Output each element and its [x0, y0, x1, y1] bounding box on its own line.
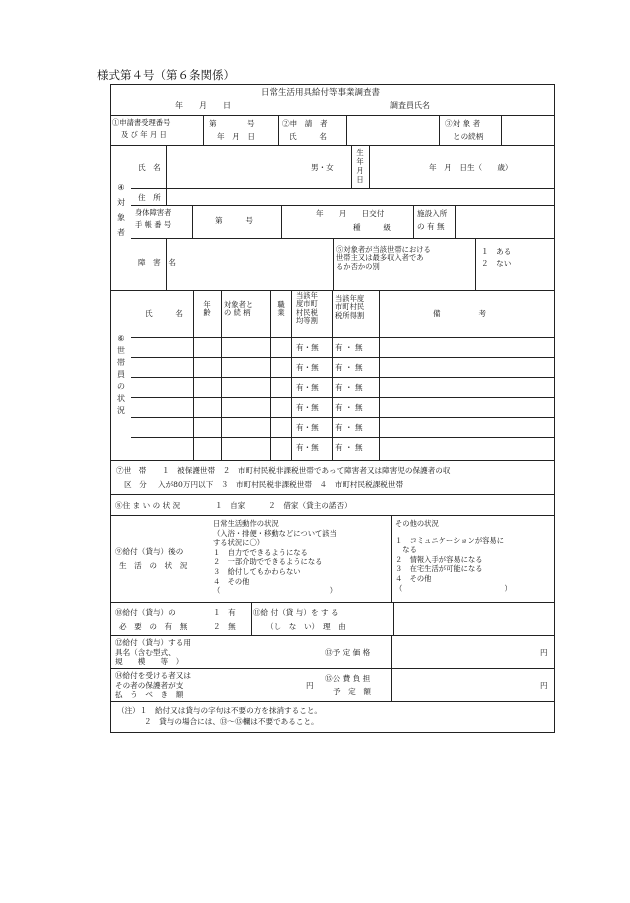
necessity-label-2: 必 要 の 有 無 — [119, 622, 188, 631]
living-label: ⑨給付（貸与）後の — [115, 547, 184, 556]
applicant-name-label: 氏 名 — [289, 132, 327, 141]
household-age-header: 年 齢 — [203, 300, 211, 318]
address-label: 住 所 — [138, 193, 161, 202]
survey-form — [110, 84, 555, 733]
household-tax1-value[interactable]: 有・無 — [296, 383, 319, 392]
household-note-header: 備 考 — [433, 309, 487, 318]
disability-book-label: 身体障害者 — [135, 208, 172, 217]
notes-section — [111, 702, 554, 732]
relation-label-2: との続柄 — [453, 132, 484, 141]
household-tax2-value[interactable]: 有 ・ 無 — [335, 363, 363, 372]
household-tax2-value[interactable]: 有 ・ 無 — [335, 383, 363, 392]
item-label: ⑫給付（貸与）する用 具名（含む型式、 規 模 等 ） — [115, 638, 191, 666]
household-side-label: ⑥ 世 帯 員 の 状 況 — [117, 334, 125, 415]
household-job-header: 職 業 — [277, 300, 285, 318]
subject-sex[interactable]: 男・女 — [311, 163, 334, 172]
household-tax1-value[interactable]: 有・無 — [296, 403, 319, 412]
living-section — [111, 516, 554, 603]
burden-yen[interactable]: 円 — [306, 681, 314, 690]
category-options-line-1[interactable]: １ 被保護世帯 ２ 市町村民税非課税世帯であって障害者又は障害児の保護者の収 — [162, 466, 451, 475]
daily-living-status[interactable]: 日常生活動作の状況 （入浴・排便・移動などについて該当 する状況に〇） １ 自力でできるようになる ２ 一部介助でできるようになる ３ 給付してもかわらない ４ その他 （ ） — [213, 519, 338, 596]
receipt-date-field[interactable]: 年 月 日 — [217, 132, 255, 141]
note-1: （注）１ 給付又は貸与の字句は不要の方を抹消すること。 — [117, 706, 323, 715]
category-section — [111, 461, 554, 495]
household-tax2-value[interactable]: 有 ・ 無 — [335, 423, 363, 432]
household-tax2-value[interactable]: 有 ・ 無 — [335, 443, 363, 452]
burden-label: ⑭給付を受ける者又は その者の保護者が支 払 う べ き 額 — [115, 671, 191, 699]
burden-section — [111, 669, 554, 702]
householder-question: ⑤対象者が当該世帯における 世帯主又は最多収入者であ るか否かの別 — [336, 245, 431, 271]
category-label: ⑦世 帯 — [116, 466, 147, 475]
necessity-no[interactable]: ２ 無 — [213, 622, 236, 631]
price-label: ⑬予 定 価 格 — [325, 648, 371, 657]
book-number-field[interactable]: 第 号 — [215, 216, 253, 225]
household-section — [111, 291, 554, 461]
householder-yes[interactable]: １ ある — [481, 247, 512, 256]
subject-side-label: ④ 対 象 者 — [117, 183, 125, 237]
birth-date-field[interactable]: 年 月 日生（ 歳） — [429, 163, 513, 172]
form-number: 様式第４号（第６条関係） — [97, 68, 235, 82]
disability-name-label: 障 害 名 — [138, 258, 176, 267]
other-status[interactable]: その他の状況 １ コミュニケーションが容易に なる ２ 情報入手が容易になる ３ 在宅生活が可能になる ４ その他 （ ） — [395, 519, 512, 593]
reason-label: ⑪給 付（貸 与）を す る — [253, 608, 339, 617]
necessity-section — [111, 603, 554, 636]
living-label-2: 生 活 の 状 況 — [119, 561, 188, 570]
facility-label-2: の 有 無 — [417, 222, 445, 231]
note-2: ２ 貸与の場合には、⑬～⑮欄は不要であること。 — [144, 717, 319, 726]
housing-options[interactable]: １ 自家 ２ 借家（貸主の諾否） — [215, 501, 352, 510]
facility-label: 施設入所 — [417, 209, 448, 218]
category-options-line-2[interactable]: 入が80万円以下 ３ 市町村民税非課税世帯 ４ 市町村民税課税世帯 — [158, 480, 404, 489]
receipt-date-label: 及 び 年 月 日 — [121, 130, 167, 139]
receipt-row — [111, 116, 554, 146]
price-yen[interactable]: 円 — [540, 648, 548, 657]
survey-date[interactable]: 年 月 日 — [175, 101, 231, 110]
household-tax1-value[interactable]: 有・無 — [296, 443, 319, 452]
household-relation-header: 対象者と の 続 柄 — [224, 300, 254, 318]
reason-label-2: （し な い） 理 由 — [266, 622, 346, 631]
household-tax1-value[interactable]: 有・無 — [296, 423, 319, 432]
birth-label: 生 年 月 日 — [356, 148, 364, 184]
relation-label: ③対 象 者 — [445, 119, 481, 128]
household-tax1-value[interactable]: 有・無 — [296, 363, 319, 372]
public-burden-label: ⑮公 費 負 担 — [325, 674, 371, 683]
necessity-yes[interactable]: １ 有 — [213, 608, 236, 617]
receipt-number-field[interactable]: 第 号 — [209, 119, 255, 128]
form-header — [111, 85, 554, 116]
disability-book-number-label: 手 帳 番 号 — [135, 220, 172, 229]
item-section — [111, 636, 554, 669]
issue-date-field[interactable]: 年 月 日交付 — [316, 209, 385, 218]
relation-field[interactable] — [501, 116, 554, 145]
subject-name-label: 氏 名 — [138, 163, 161, 172]
household-tax2-value[interactable]: 有 ・ 無 — [335, 343, 363, 352]
public-burden-yen[interactable]: 円 — [540, 681, 548, 690]
applicant-name-field[interactable] — [346, 116, 439, 145]
category-label-2: 区 分 — [124, 480, 147, 489]
household-tax2-header: 当該年度 市町村民 税所得割 — [335, 294, 365, 320]
necessity-label: ⑩給付（貸与）の — [115, 608, 176, 617]
subject-section — [111, 146, 554, 291]
public-burden-label-2: 予 定 額 — [333, 687, 371, 696]
housing-section — [111, 495, 554, 516]
housing-label: ⑧住 ま い の 状 況 — [115, 501, 181, 510]
householder-no[interactable]: ２ ない — [481, 259, 512, 268]
household-tax1-value[interactable]: 有・無 — [296, 343, 319, 352]
applicant-label: ②申 請 者 — [282, 119, 328, 128]
form-title: 日常生活用具給付等事業調査書 — [261, 88, 381, 98]
investigator-label: 調査員氏名 — [390, 101, 430, 110]
household-name-header: 氏 名 — [145, 309, 183, 318]
receipt-number-label: ①申請書受理番号 — [112, 118, 171, 127]
grade-field[interactable]: 種 級 — [353, 223, 391, 232]
household-tax2-value[interactable]: 有 ・ 無 — [335, 403, 363, 412]
household-tax1-header: 当該年 度市町 村民税 均等割 — [296, 291, 318, 326]
